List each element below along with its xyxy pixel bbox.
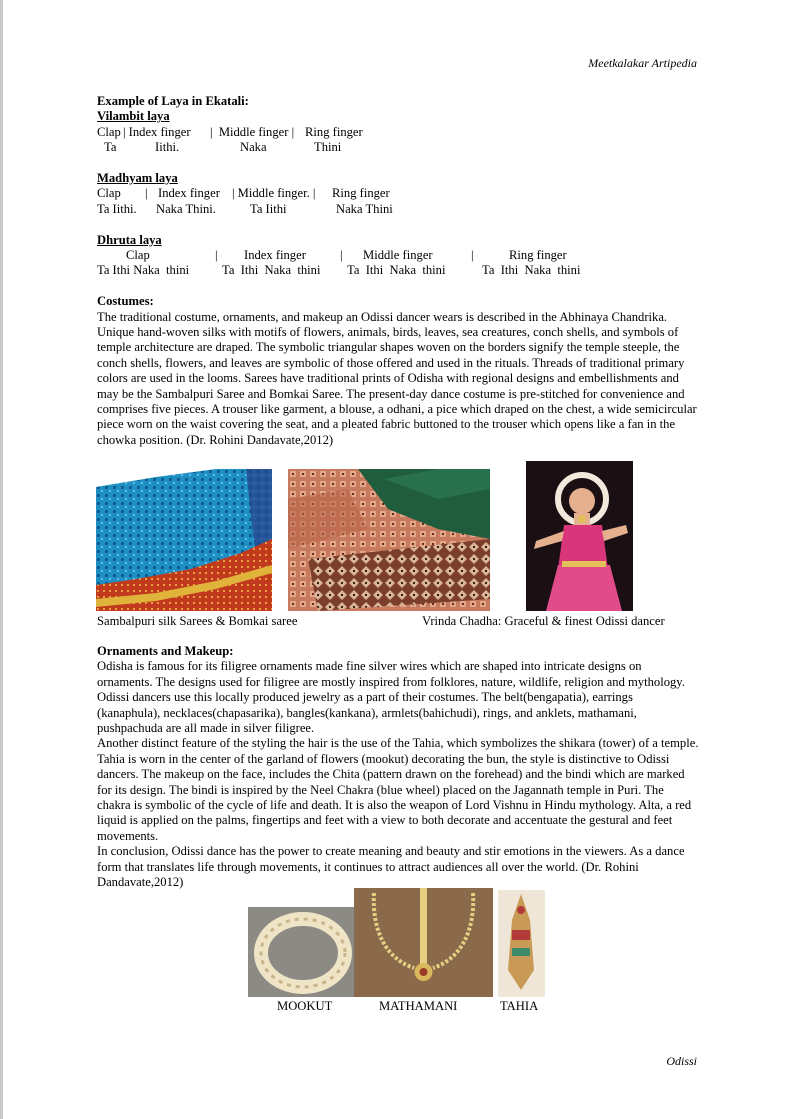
costumes-paragraph: The traditional costume, ornaments, and makeup an Odissi dancer wears is described in the Abhinaya Chandrika. Unique hand-woven silks with motifs of flowers, animals, birds, leaves, sea creatures, conch shells, and symbols of temple architecture are draped. The symbolic triangular shapes woven on the borders signify the temple steeple, the conch shells, flowers, and leaves are symbolic of those offered and used in the rituals. Threads of traditional primary colors are used in the looms. Sarees have traditional prints of Odisha with regional designs and embellishments and may be the Sambalpuri Saree and Bomkai Saree. The present-day dance costume is pre-stitched for convenience and comprises five pieces. A trouser like garment, a blouse, a odhani, a pice which draped on the chest, a wide semicircular piece worn on the waist covering the seat, and a pleated fabric buttoned to the trouser which opens like a fan in the chowka position. (Dr. Rohini Dandavate,2012) [97, 309, 697, 447]
odissi-dancer-image [526, 461, 633, 611]
page-footer: Odissi [666, 1054, 697, 1068]
vilambit-syl-2: Iithi. [155, 140, 180, 155]
vilambit-clap: Clap [97, 124, 121, 139]
ornaments-heading: Ornaments and Makeup: [97, 644, 234, 658]
document-body [97, 94, 699, 448]
vilambit-index: | Index finger [123, 124, 191, 139]
vilambit-middle: | Middle finger | [210, 124, 295, 139]
madhyam-syl-1: Ta Iithi. [97, 201, 137, 216]
madhyam-sep: | [145, 186, 148, 201]
costume-caption-right: Vrinda Chadha: Graceful & finest Odissi dancer [422, 614, 665, 628]
dhruta-row-syllables [97, 263, 699, 278]
dhruta-middle: Middle finger [363, 247, 433, 262]
tahia-caption: TAHIA [500, 999, 539, 1013]
dhruta-syl-3: Ta Ithi Naka thini [347, 263, 446, 278]
dhruta-sep-1: | [215, 247, 218, 262]
dhruta-sep-3: | [471, 247, 474, 262]
ornaments-paragraph-2: Another distinct feature of the styling the hair is the use of the Tahia, which symbolizes the shikara (tower) of a temple. Tahia is worn in the center of the garland of flowers (mookut) decorating the bun, the style is distinctive to Odissi dancers. The makeup on the face, includes the Chita (pattern drawn on the forehead) and the bindi which are marked for its design. The bindi is inspired by the Neel Chakra (blue wheel) placed on the Jagannath temple in Puri. The chakra is symbolic of the cycle of life and death. It is also the weapon of Lord Vishnu in Hindu mythology. Alta, a red liquid is applied on the palms, fingertips and feet with a view to both decorate and accentuate the gestural and feet movements. [97, 736, 699, 843]
costumes-heading: Costumes: [97, 294, 154, 309]
dhruta-sep-2: | [340, 247, 343, 262]
tahia-image [498, 890, 545, 997]
vilambit-row-fingers [97, 125, 699, 140]
dhruta-row-fingers [97, 248, 699, 263]
laya-title: Example of Laya in Ekatali: [97, 94, 249, 108]
dhruta-heading: Dhruta laya [97, 232, 162, 247]
sambalpuri-saree-image [96, 469, 272, 611]
vilambit-row-syllables [97, 140, 699, 155]
ornaments-section [97, 644, 699, 891]
madhyam-row-syllables [97, 202, 699, 217]
page-header: Meetkalakar Artipedia [588, 56, 697, 70]
madhyam-middle: | Middle finger. | [232, 186, 316, 201]
dhruta-index: Index finger [244, 247, 306, 262]
madhyam-ring: Ring finger [332, 186, 390, 201]
vilambit-syl-1: Ta [104, 140, 117, 155]
ornaments-paragraph-1: Odisha is famous for its filigree ornaments made fine silver wires which are shaped into intricate designs on ornaments. The designs used for filigree are mostly inspired from folklores, nature, wildlife, religion and mythology. Odissi dancers use this locally produced jewelry as a part of their costumes. The belt(bengapatia), earrings (kanaphula), necklaces(chapasarika), bangles(kankana), armlets(bahichudi), rings, and anklets, mathamani, pushpachuda are all made in silver filigree. [97, 659, 685, 736]
madhyam-syl-4: Naka Thini [336, 201, 393, 216]
dhruta-syl-4: Ta Ithi Naka thini [482, 263, 581, 278]
page-edge [0, 0, 3, 1119]
dhruta-syl-1: Ta Ithi Naka thini [97, 263, 190, 278]
dhruta-clap: Clap [126, 247, 150, 262]
mookut-caption: MOOKUT [277, 999, 333, 1013]
costume-caption-left: Sambalpuri silk Sarees & Bomkai saree [97, 614, 298, 628]
mathamani-image [354, 888, 493, 997]
mookut-image [248, 907, 358, 997]
madhyam-row-fingers [97, 186, 699, 201]
vilambit-heading: Vilambit laya [97, 109, 170, 124]
dhruta-syl-2: Ta Ithi Naka thini [222, 263, 321, 278]
bomkai-saree-image [288, 469, 490, 611]
vilambit-syl-4: Thini [314, 140, 342, 155]
madhyam-clap: Clap [97, 186, 121, 201]
vilambit-ring: Ring finger [305, 124, 363, 139]
madhyam-syl-2: Naka Thini. [156, 201, 216, 216]
madhyam-heading: Madhyam laya [97, 170, 178, 185]
vilambit-syl-3: Naka [240, 140, 267, 155]
madhyam-index: Index finger [158, 186, 220, 201]
mathamani-caption: MATHAMANI [379, 999, 458, 1013]
madhyam-syl-3: Ta Iithi [250, 201, 287, 216]
ornaments-paragraph-3: In conclusion, Odissi dance has the power to create meaning and beauty and stir emotions in the viewers. As a dance form that translates life through movements, it continues to attract audiences all over the world. (Dr. Rohini Dandavate,2012) [97, 844, 685, 890]
dhruta-ring: Ring finger [509, 247, 567, 262]
